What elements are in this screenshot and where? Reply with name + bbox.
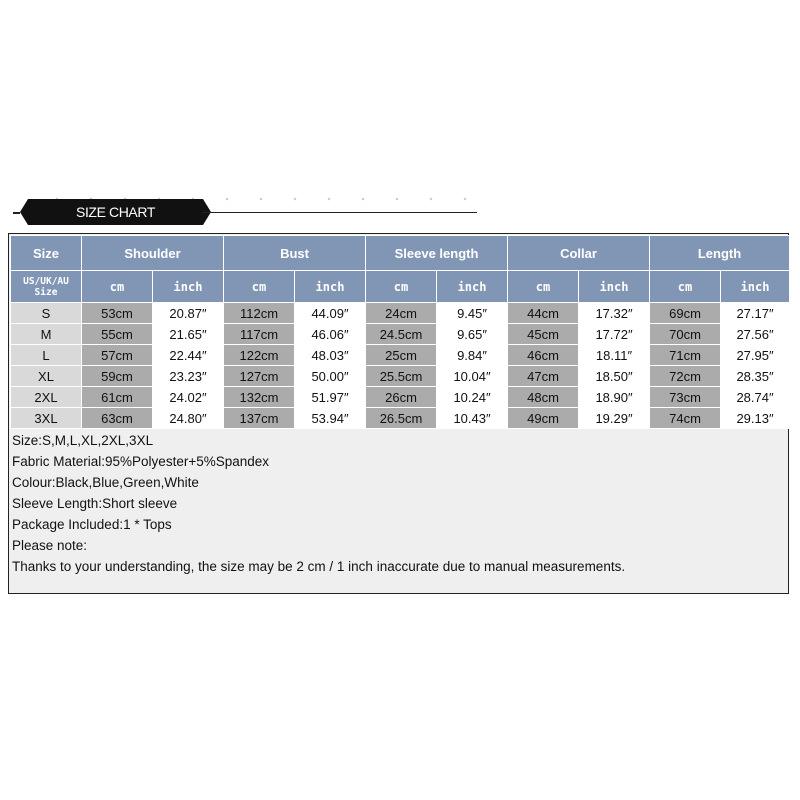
- note-line: Fabric Material:95%Polyester+5%Spandex: [12, 454, 270, 469]
- table-row: [11, 303, 790, 324]
- note-line: Sleeve Length:Short sleeve: [12, 496, 178, 511]
- inch-cell: 24.02″: [153, 387, 224, 408]
- cm-cell: 59cm: [82, 366, 153, 387]
- size-chart-banner: [10, 196, 480, 230]
- inch-cell: 24.80″: [153, 408, 224, 429]
- inch-cell: 44.09″: [295, 303, 366, 324]
- inch-cell: 9.84″: [437, 345, 508, 366]
- inch-cell: 28.74″: [721, 387, 790, 408]
- header-bust: Bust: [224, 236, 366, 271]
- size-table-body: [11, 303, 790, 429]
- note-line: Colour:Black,Blue,Green,White: [12, 475, 199, 490]
- cm-cell: 117cm: [224, 324, 295, 345]
- cm-cell: 48cm: [508, 387, 579, 408]
- inch-cell: 20.87″: [153, 303, 224, 324]
- cm-cell: 127cm: [224, 366, 295, 387]
- cm-cell: 46cm: [508, 345, 579, 366]
- size-cell: L: [11, 345, 82, 366]
- cm-cell: 74cm: [650, 408, 721, 429]
- inch-cell: 17.32″: [579, 303, 650, 324]
- unit-header-cm: cm: [508, 271, 579, 303]
- unit-header-cm: cm: [366, 271, 437, 303]
- inch-cell: 9.65″: [437, 324, 508, 345]
- cm-cell: 49cm: [508, 408, 579, 429]
- note-line: Package Included:1 * Tops: [12, 517, 172, 532]
- unit-header-size: US/UK/AU Size: [11, 271, 82, 303]
- inch-cell: 46.06″: [295, 324, 366, 345]
- cm-cell: 24cm: [366, 303, 437, 324]
- size-cell: XL: [11, 366, 82, 387]
- unit-header-inch: inch: [295, 271, 366, 303]
- inch-cell: 48.03″: [295, 345, 366, 366]
- inch-cell: 50.00″: [295, 366, 366, 387]
- group-header-row: [11, 236, 790, 271]
- inch-cell: 23.23″: [153, 366, 224, 387]
- cm-cell: 137cm: [224, 408, 295, 429]
- unit-header-inch: inch: [579, 271, 650, 303]
- cm-cell: 72cm: [650, 366, 721, 387]
- inch-cell: 10.24″: [437, 387, 508, 408]
- inch-cell: 10.04″: [437, 366, 508, 387]
- inch-cell: 17.72″: [579, 324, 650, 345]
- note-line: Thanks to your understanding, the size may be 2 cm / 1 inch inaccurate due to manual measurements.: [12, 559, 626, 574]
- banner-dash: [13, 212, 20, 214]
- table-row: [11, 387, 790, 408]
- unit-header-row: [11, 271, 790, 303]
- cm-cell: 61cm: [82, 387, 153, 408]
- cm-cell: 69cm: [650, 303, 721, 324]
- size-chart-title: SIZE CHART: [76, 204, 155, 220]
- cm-cell: 57cm: [82, 345, 153, 366]
- cm-cell: 73cm: [650, 387, 721, 408]
- header-length: Length: [650, 236, 790, 271]
- size-cell: S: [11, 303, 82, 324]
- cm-cell: 26.5cm: [366, 408, 437, 429]
- inch-cell: 29.13″: [721, 408, 790, 429]
- header-sleeve-length: Sleeve length: [366, 236, 508, 271]
- header-shoulder: Shoulder: [82, 236, 224, 271]
- table-row: [11, 408, 790, 429]
- cm-cell: 55cm: [82, 324, 153, 345]
- inch-cell: 18.11″: [579, 345, 650, 366]
- unit-header-inch: inch: [721, 271, 790, 303]
- inch-cell: 18.50″: [579, 366, 650, 387]
- cm-cell: 47cm: [508, 366, 579, 387]
- inch-cell: 21.65″: [153, 324, 224, 345]
- inch-cell: 53.94″: [295, 408, 366, 429]
- inch-cell: 27.56″: [721, 324, 790, 345]
- table-row: [11, 345, 790, 366]
- table-row: [11, 366, 790, 387]
- inch-cell: 27.95″: [721, 345, 790, 366]
- header-collar: Collar: [508, 236, 650, 271]
- header-size: Size: [11, 236, 82, 271]
- banner-rule: [202, 212, 477, 213]
- note-line: Size:S,M,L,XL,2XL,3XL: [12, 433, 154, 448]
- cm-cell: 25cm: [366, 345, 437, 366]
- inch-cell: 18.90″: [579, 387, 650, 408]
- cm-cell: 122cm: [224, 345, 295, 366]
- size-cell: M: [11, 324, 82, 345]
- cm-cell: 70cm: [650, 324, 721, 345]
- size-cell: 2XL: [11, 387, 82, 408]
- unit-header-cm: cm: [82, 271, 153, 303]
- inch-cell: 9.45″: [437, 303, 508, 324]
- size-chart-panel: [8, 233, 789, 594]
- inch-cell: 51.97″: [295, 387, 366, 408]
- cm-cell: 132cm: [224, 387, 295, 408]
- unit-header-cm: cm: [224, 271, 295, 303]
- note-line: Please note:: [12, 538, 88, 553]
- inch-cell: 27.17″: [721, 303, 790, 324]
- cm-cell: 26cm: [366, 387, 437, 408]
- cm-cell: 53cm: [82, 303, 153, 324]
- size-table: [10, 235, 790, 429]
- unit-header-inch: inch: [437, 271, 508, 303]
- unit-header-cm: cm: [650, 271, 721, 303]
- product-notes: [12, 430, 782, 577]
- cm-cell: 24.5cm: [366, 324, 437, 345]
- inch-cell: 22.44″: [153, 345, 224, 366]
- inch-cell: 10.43″: [437, 408, 508, 429]
- cm-cell: 45cm: [508, 324, 579, 345]
- inch-cell: 19.29″: [579, 408, 650, 429]
- cm-cell: 44cm: [508, 303, 579, 324]
- inch-cell: 28.35″: [721, 366, 790, 387]
- size-cell: 3XL: [11, 408, 82, 429]
- size-chart-tag: [28, 199, 203, 225]
- table-row: [11, 324, 790, 345]
- unit-header-inch: inch: [153, 271, 224, 303]
- cm-cell: 25.5cm: [366, 366, 437, 387]
- cm-cell: 112cm: [224, 303, 295, 324]
- cm-cell: 71cm: [650, 345, 721, 366]
- cm-cell: 63cm: [82, 408, 153, 429]
